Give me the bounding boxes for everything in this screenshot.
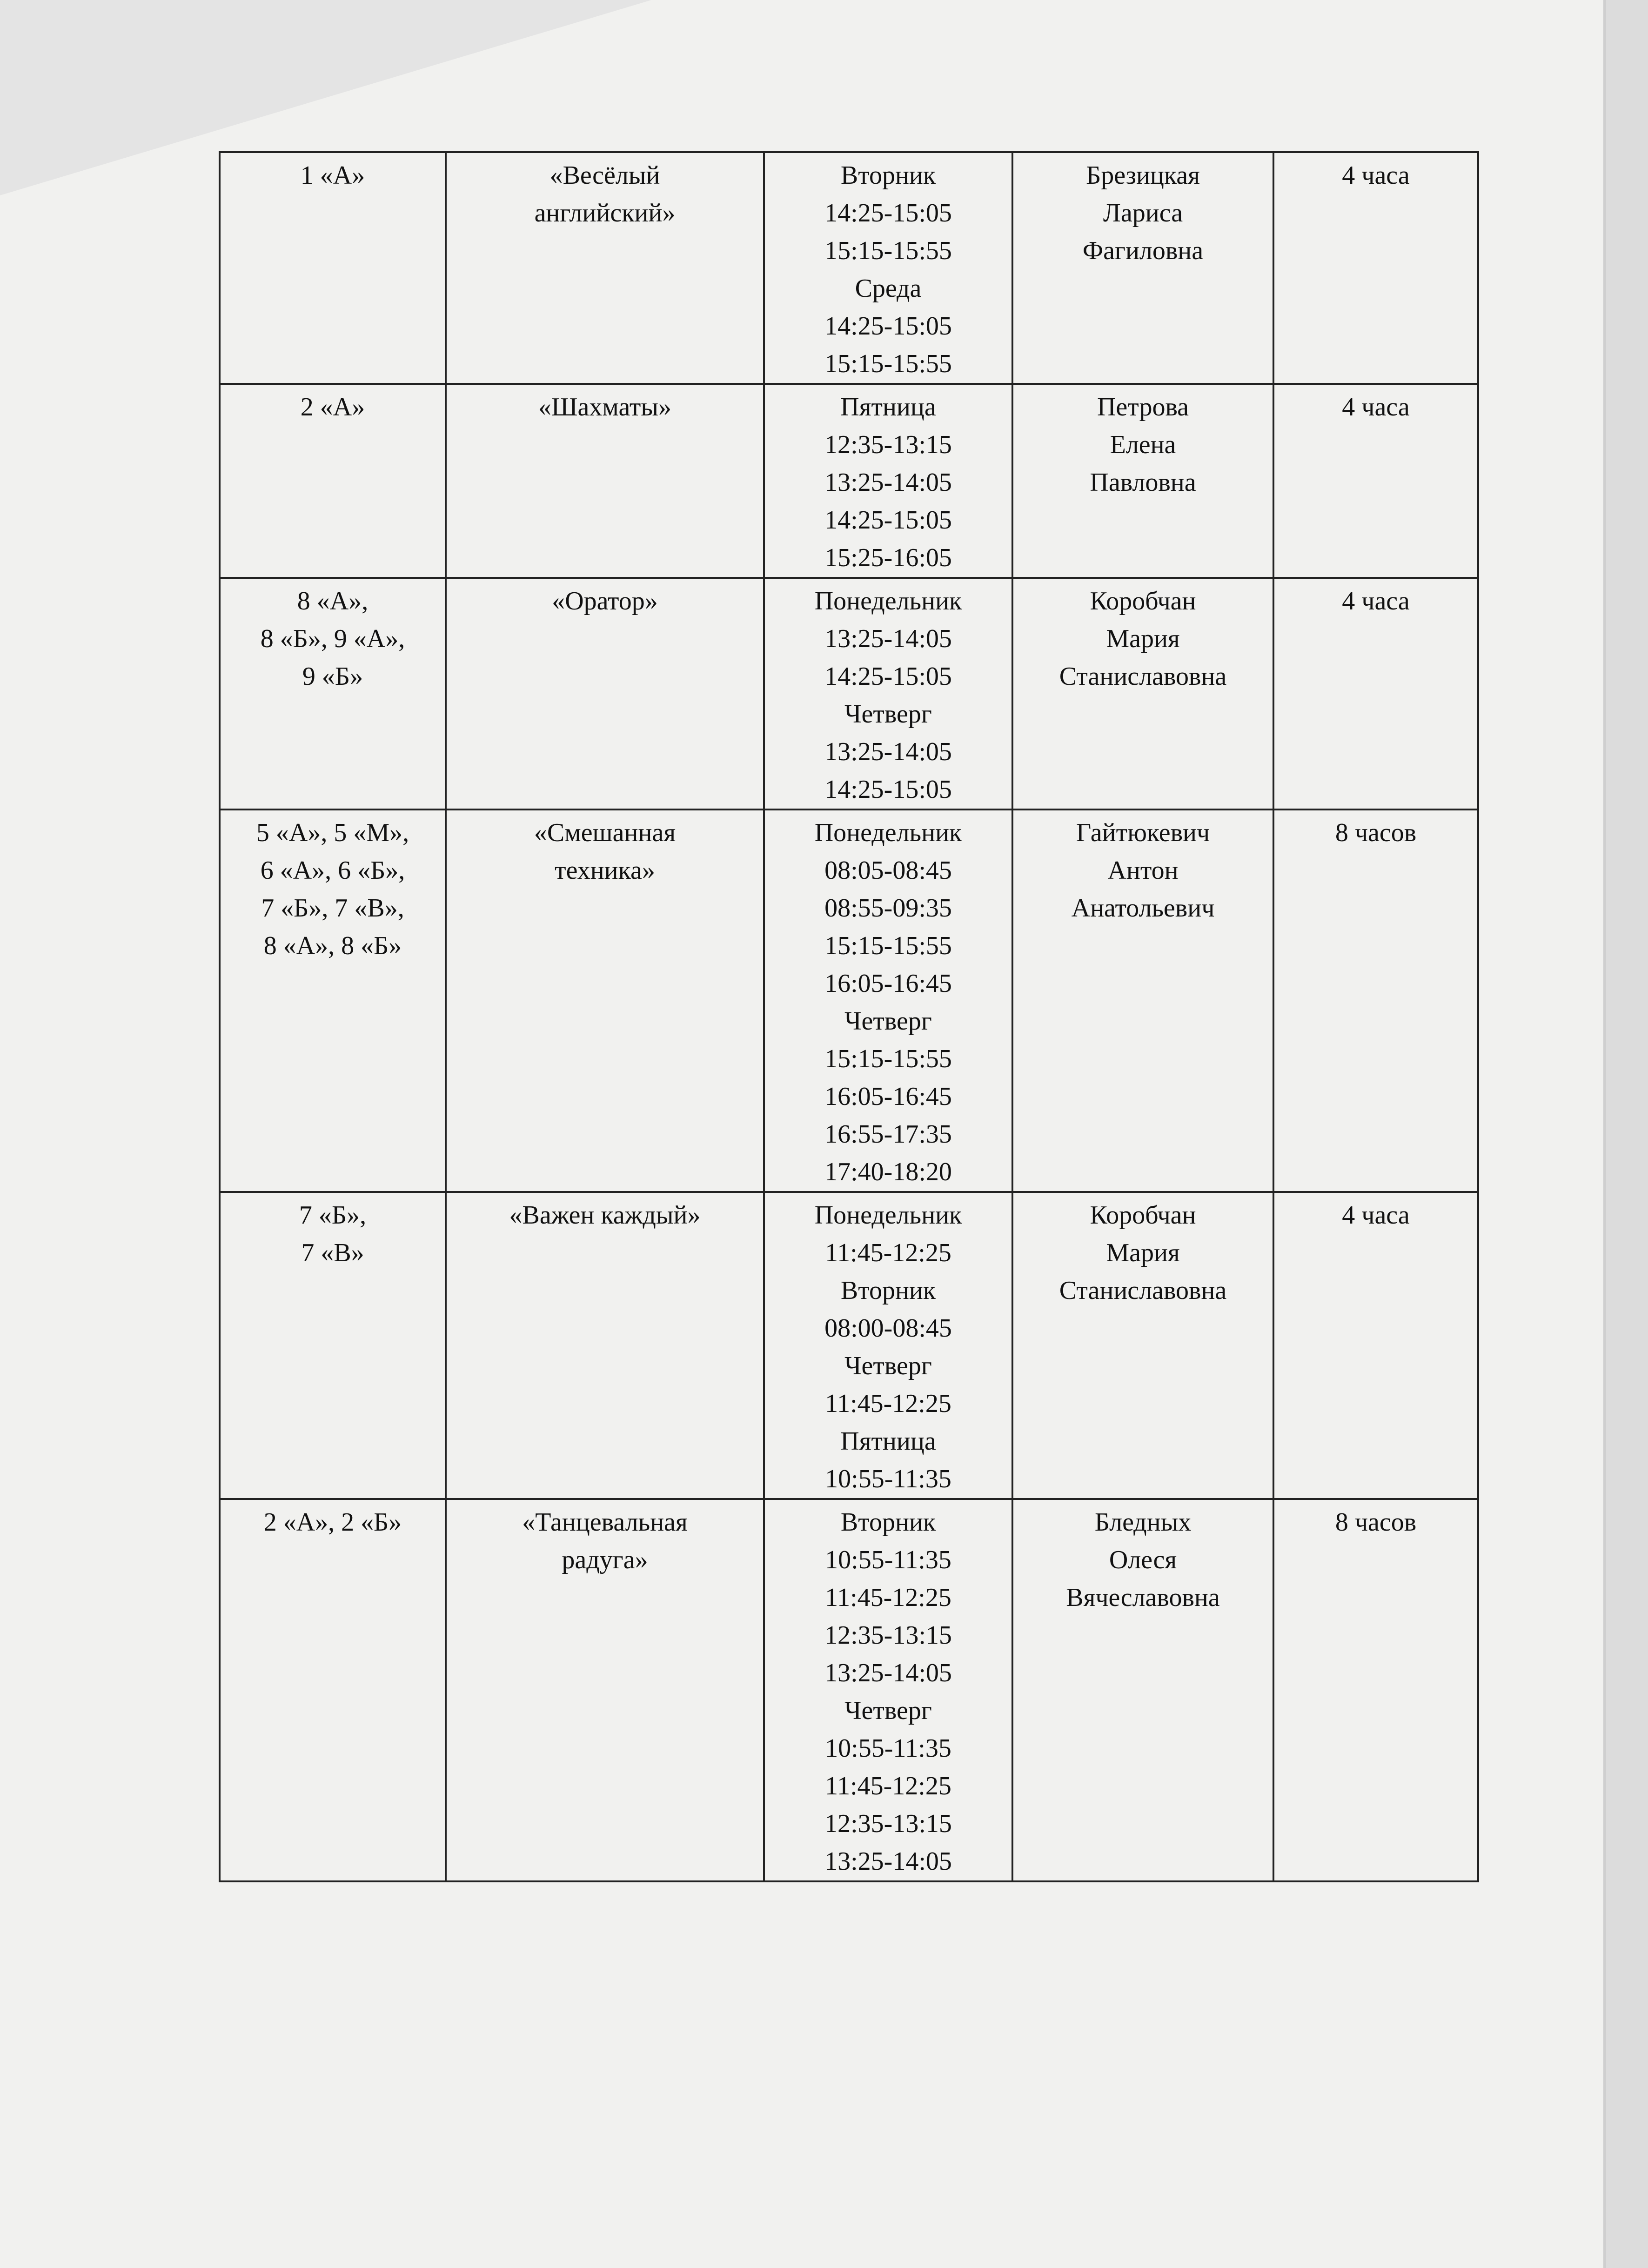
club-name-cell	[446, 578, 764, 810]
leader-line: Коробчан	[1090, 587, 1196, 616]
schedule-line: 12:35-13:15	[824, 1621, 952, 1650]
hours-value: 4 часа	[1342, 393, 1410, 421]
schedule-line: 11:45-12:25	[825, 1772, 951, 1800]
leader-line: Елена	[1110, 430, 1176, 459]
class-line: 7 «Б»,	[299, 1201, 367, 1230]
class-line: 9 «Б»	[302, 662, 363, 691]
classes-cell	[220, 1499, 446, 1881]
class-line: 2 «А», 2 «Б»	[263, 1508, 402, 1537]
schedule-line: 10:55-11:35	[825, 1545, 951, 1574]
hours-value: 4 часа	[1342, 587, 1410, 616]
schedule-line: 08:05-08:45	[824, 856, 952, 885]
leader-line: Фагиловна	[1082, 236, 1204, 265]
leader-line: Бледных	[1094, 1508, 1192, 1537]
table-row	[220, 578, 1478, 810]
schedule-line: 08:00-08:45	[824, 1314, 952, 1343]
club-name-cell	[446, 1192, 764, 1499]
schedule-line: 15:15-15:55	[824, 931, 952, 960]
page-edge-shadow	[1603, 0, 1648, 2268]
schedule-line: 14:25-15:05	[824, 506, 952, 535]
schedule-line: Понедельник	[814, 818, 962, 847]
leader-line: Петрова	[1097, 393, 1189, 421]
schedule-line: 17:40-18:20	[824, 1157, 952, 1186]
schedule-cell	[764, 1499, 1012, 1881]
schedule-line: 13:25-14:05	[824, 737, 952, 766]
hours-cell	[1273, 578, 1478, 810]
leader-line: Гайтюкевич	[1076, 818, 1210, 847]
schedule-line: 10:55-11:35	[825, 1465, 951, 1493]
leader-line: Антон	[1107, 856, 1179, 885]
hours-value: 4 часа	[1342, 1201, 1410, 1230]
club-name-cell	[446, 1499, 764, 1881]
hours-value: 8 часов	[1335, 1508, 1417, 1537]
schedule-line: 13:25-14:05	[824, 468, 952, 497]
schedule-line: 14:25-15:05	[824, 199, 952, 227]
schedule-line: Четверг	[844, 1351, 932, 1380]
classes-cell	[220, 1192, 446, 1499]
club-name-line: «Весёлый	[549, 161, 660, 190]
schedule-line: 15:15-15:55	[824, 1044, 952, 1073]
schedule-line: Четверг	[844, 700, 932, 729]
schedule-line: 13:25-14:05	[824, 1659, 952, 1687]
leader-line: Станиславовна	[1059, 1276, 1227, 1305]
schedule-line: 15:15-15:55	[824, 349, 952, 378]
club-name-line: «Шахматы»	[538, 393, 671, 421]
hours-value: 4 часа	[1342, 161, 1410, 190]
class-line: 8 «А», 8 «Б»	[263, 931, 402, 960]
hours-cell	[1273, 384, 1478, 578]
club-name-cell	[446, 810, 764, 1192]
table-row	[220, 384, 1478, 578]
schedule-line: 16:05-16:45	[824, 1082, 952, 1111]
hours-cell	[1273, 152, 1478, 384]
schedule-line: 16:55-17:35	[824, 1120, 952, 1149]
leader-line: Олеся	[1109, 1545, 1177, 1574]
hours-cell	[1273, 810, 1478, 1192]
schedule-line: 13:25-14:05	[824, 624, 952, 653]
class-line: 6 «А», 6 «Б»,	[260, 856, 405, 885]
schedule-cell	[764, 810, 1012, 1192]
club-schedule-table	[219, 151, 1479, 1882]
leader-line: Коробчан	[1090, 1201, 1196, 1230]
schedule-line: 12:35-13:15	[824, 430, 952, 459]
leader-line: Анатольевич	[1071, 894, 1215, 923]
leader-cell	[1012, 810, 1273, 1192]
class-line: 7 «Б», 7 «В»,	[261, 894, 404, 923]
schedule-line: 16:05-16:45	[824, 969, 952, 998]
class-line: 5 «А», 5 «М»,	[256, 818, 409, 847]
club-name-line: радуга»	[562, 1545, 648, 1574]
class-line: 7 «В»	[301, 1238, 364, 1267]
schedule-cell	[764, 384, 1012, 578]
schedule-line: 13:25-14:05	[824, 1847, 952, 1876]
leader-line: Мария	[1106, 624, 1180, 653]
schedule-line: 11:45-12:25	[825, 1389, 951, 1418]
hours-cell	[1273, 1192, 1478, 1499]
hours-value: 8 часов	[1335, 818, 1417, 847]
schedule-cell	[764, 1192, 1012, 1499]
schedule-line: 11:45-12:25	[825, 1238, 951, 1267]
schedule-line: 14:25-15:05	[824, 312, 952, 341]
club-name-cell	[446, 384, 764, 578]
schedule-body	[220, 152, 1478, 1881]
schedule-line: Пятница	[840, 1427, 936, 1456]
leader-line: Станиславовна	[1059, 662, 1227, 691]
schedule-line: 08:55-09:35	[824, 894, 952, 923]
schedule-line: Понедельник	[814, 1201, 962, 1230]
schedule-line: Четверг	[844, 1007, 932, 1036]
schedule-line: Среда	[855, 274, 922, 303]
leader-cell	[1012, 1499, 1273, 1881]
schedule-cell	[764, 152, 1012, 384]
classes-cell	[220, 152, 446, 384]
club-name-line: техника»	[555, 856, 655, 885]
schedule-line: 14:25-15:05	[824, 662, 952, 691]
leader-line: Брезицкая	[1086, 161, 1200, 190]
schedule-line: 10:55-11:35	[825, 1734, 951, 1763]
club-name-line: «Важен каждый»	[509, 1201, 701, 1230]
schedule-line: Вторник	[840, 1276, 936, 1305]
class-line: 2 «А»	[300, 393, 365, 421]
schedule-line: 15:25-16:05	[824, 543, 952, 572]
classes-cell	[220, 810, 446, 1192]
club-name-line: «Танцевальная	[522, 1508, 688, 1537]
schedule-line: 11:45-12:25	[825, 1583, 951, 1612]
class-line: 8 «А»,	[297, 587, 368, 616]
schedule-line: 15:15-15:55	[824, 236, 952, 265]
table-row	[220, 152, 1478, 384]
leader-line: Павловна	[1090, 468, 1196, 497]
club-name-cell	[446, 152, 764, 384]
classes-cell	[220, 578, 446, 810]
schedule-line: Понедельник	[814, 587, 962, 616]
leader-line: Мария	[1106, 1238, 1180, 1267]
classes-cell	[220, 384, 446, 578]
schedule-line: 14:25-15:05	[824, 775, 952, 804]
schedule-line: Вторник	[840, 1508, 936, 1537]
class-line: 8 «Б», 9 «А»,	[260, 624, 405, 653]
table-row	[220, 810, 1478, 1192]
schedule-line: Четверг	[844, 1696, 932, 1725]
leader-cell	[1012, 578, 1273, 810]
club-name-line: «Оратор»	[552, 587, 658, 616]
table-row	[220, 1192, 1478, 1499]
leader-cell	[1012, 384, 1273, 578]
leader-line: Вячеславовна	[1066, 1583, 1220, 1612]
hours-cell	[1273, 1499, 1478, 1881]
class-line: 1 «А»	[300, 161, 365, 190]
schedule-line: Вторник	[840, 161, 936, 190]
leader-cell	[1012, 1192, 1273, 1499]
table-row	[220, 1499, 1478, 1881]
schedule-cell	[764, 578, 1012, 810]
leader-cell	[1012, 152, 1273, 384]
schedule-line: Пятница	[840, 393, 936, 421]
schedule-line: 12:35-13:15	[824, 1809, 952, 1838]
club-name-line: английский»	[534, 199, 676, 227]
leader-line: Лариса	[1103, 199, 1183, 227]
club-name-line: «Смешанная	[534, 818, 676, 847]
